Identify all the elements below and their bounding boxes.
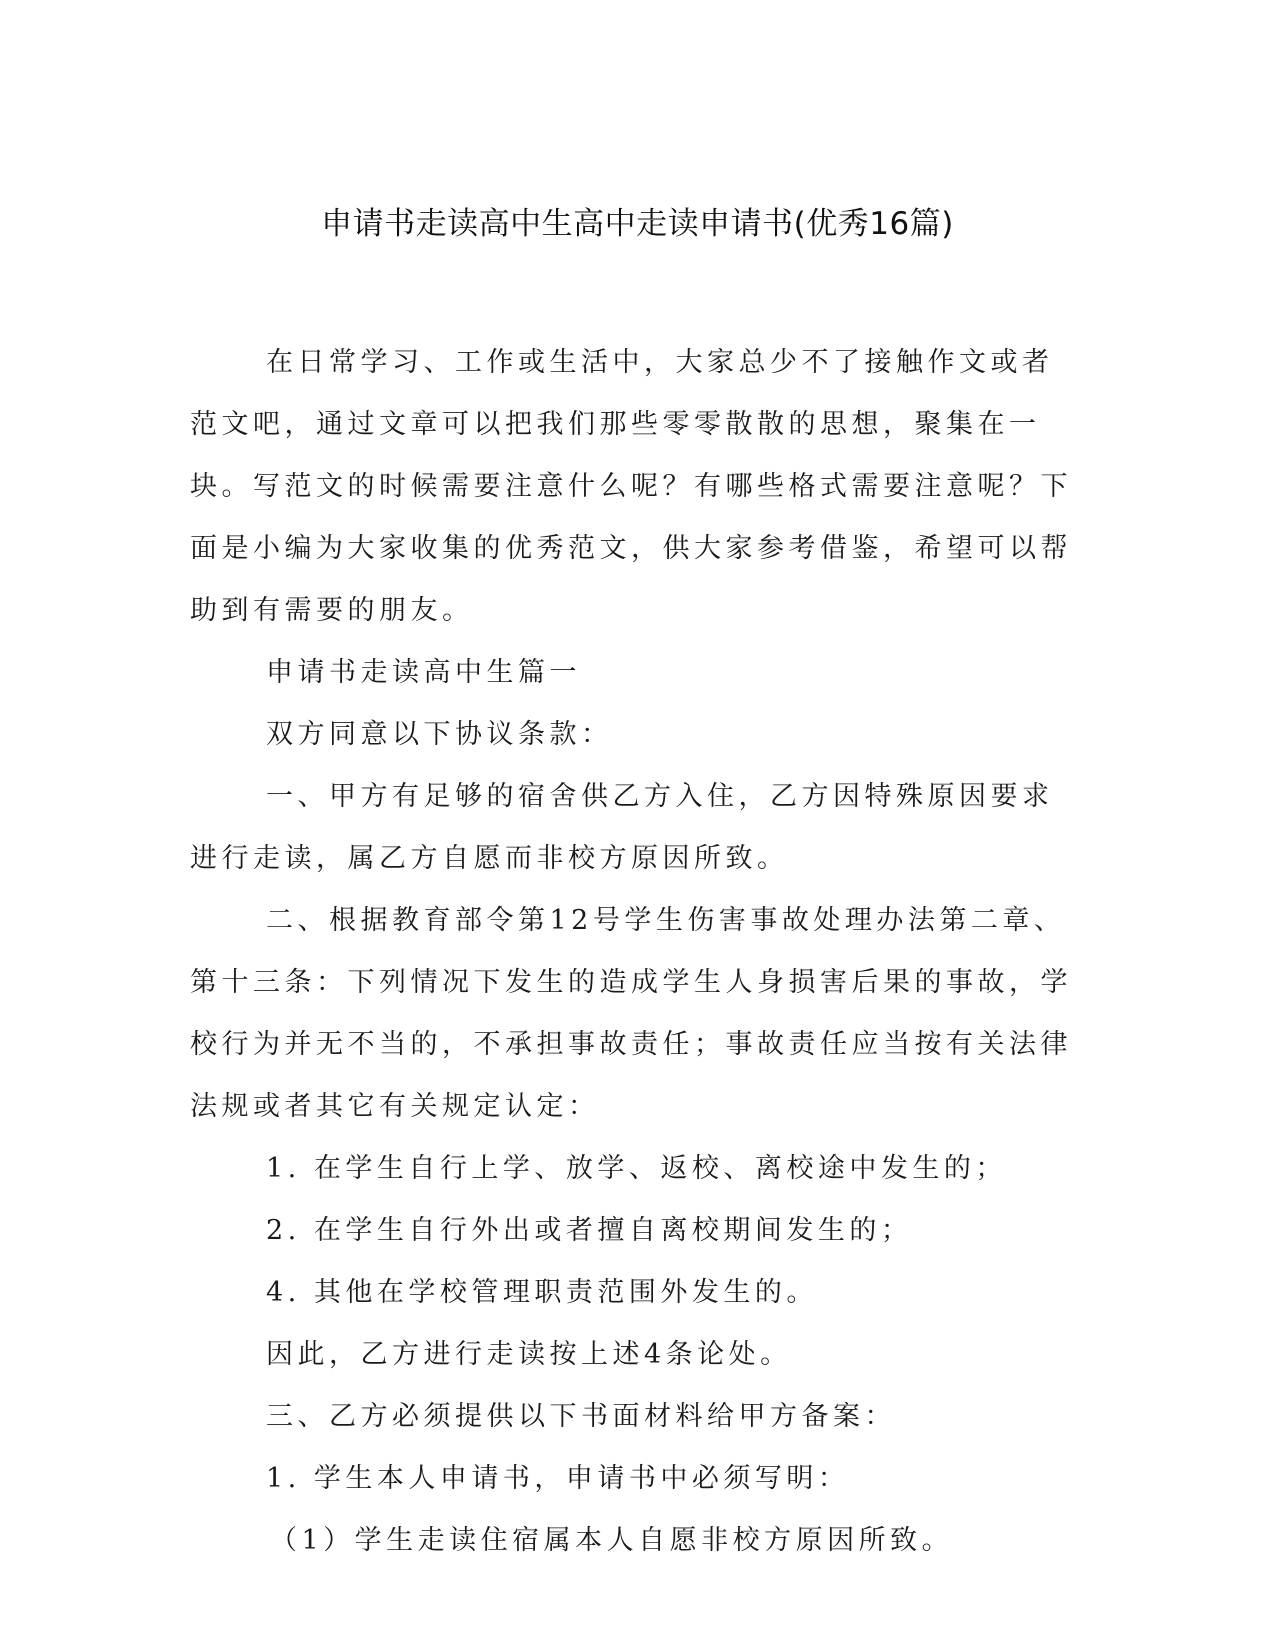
clause-two: 二、根据教育部令第12号学生伤害事故处理办法第二章、第十三条：下列情况下发生的造成学生人身损害后果的事故，学校行为并无不当的，不承担事故责任；事故责任应当按有关法律法规或者其它有关规定认定：: [190, 905, 1072, 1122]
document-body: [190, 332, 1080, 1572]
paragraph-agreement: 双方同意以下协议条款：: [266, 719, 613, 750]
list-item: 1. 学生本人申请书，申请书中必须写明：: [266, 1463, 850, 1494]
sub-list-item: （1）学生走读住宿属本人自愿非校方原因所致。: [270, 1525, 954, 1556]
clause-three: 三、乙方必须提供以下书面材料给甲方备案：: [266, 1401, 896, 1432]
section-heading: 申请书走读高中生篇一: [266, 657, 581, 688]
paragraph-conclusion: 因此，乙方进行走读按上述4条论处。: [266, 1339, 792, 1370]
list-item: 2. 在学生自行外出或者擅自离校期间发生的；: [266, 1215, 913, 1246]
document-title: 申请书走读高中生高中走读申请书(优秀16篇): [321, 206, 954, 242]
clause-one: 一、甲方有足够的宿舍供乙方入住，乙方因特殊原因要求进行走读，属乙方自愿而非校方原因所致。: [190, 781, 1054, 874]
paragraph-intro: 在日常学习、工作或生活中，大家总少不了接触作文或者范文吧，通过文章可以把我们那些零零散散的思想，聚集在一块。写范文的时候需要注意什么呢？有哪些格式需要注意呢？下面是小编为大家收集的优秀范文，供大家参考借鉴，希望可以帮助到有需要的朋友。: [190, 347, 1072, 626]
list-item: 4. 其他在学校管理职责范围外发生的。: [266, 1277, 818, 1308]
list-item: 1. 在学生自行上学、放学、返校、离校途中发生的；: [266, 1153, 1007, 1184]
